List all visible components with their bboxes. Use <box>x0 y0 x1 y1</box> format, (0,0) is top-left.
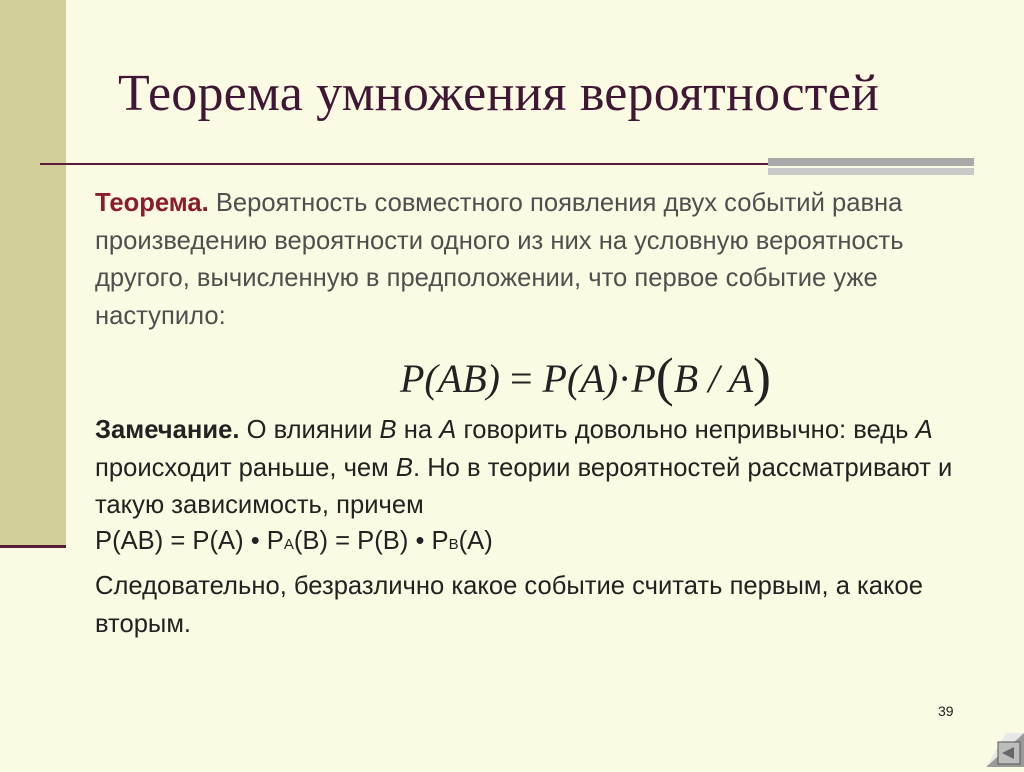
left-decor-rule <box>0 545 66 548</box>
navigation-button-icon[interactable] <box>986 733 1024 767</box>
conclusion-paragraph: Следовательно, безразлично какое событие считать первым, а какое вторым. <box>95 572 923 638</box>
slide-title: Теорема умножения вероятностей <box>118 65 880 122</box>
left-decor-band <box>0 0 66 547</box>
remark-paragraph: Замечание. О влиянии В на А говорить довольно непривычно: ведь А происходит раньше, чем В. Но в теории вероятностей рассматривают и такую зависимость, причем <box>95 416 953 519</box>
title-accent-bar <box>768 158 974 175</box>
theorem-lead: Теорема. <box>95 189 209 217</box>
multiplication-formula: P(AB) = P(A)·P(B / A) <box>400 347 772 407</box>
remark-lead: Замечание. <box>95 416 240 444</box>
page-number: 39 <box>938 703 954 719</box>
theorem-text: Вероятность совместного появления двух событий равна произведению вероятности одного из них на условную вероятность другого, вычисленную в предположении, что первое событие уже наступило: <box>95 189 904 330</box>
title-underline <box>40 163 780 165</box>
theorem-paragraph <box>95 185 1000 335</box>
equation-line: P(AB) = P(A) • PA(B) = P(B) • PB(A) <box>95 527 493 555</box>
